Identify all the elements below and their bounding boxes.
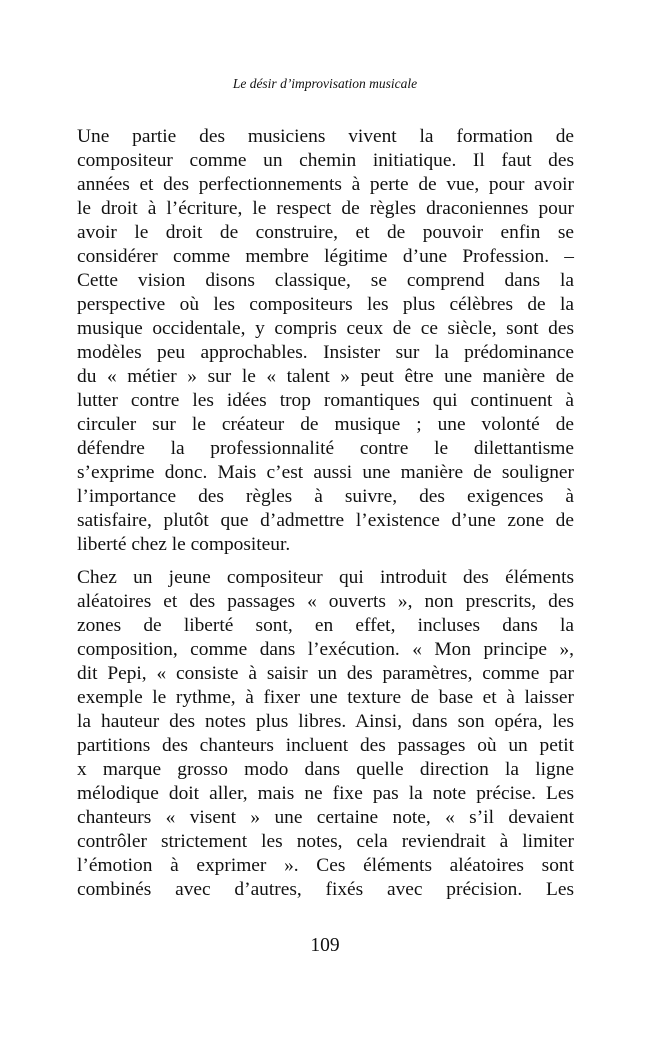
- text-line: perspective où les compositeurs les plus célèbres de la: [77, 294, 574, 315]
- text-line: considérer comme membre légitime d’une Profession. –: [77, 246, 574, 267]
- text-line: modèles peu approchables. Insister sur la prédominance: [77, 342, 574, 363]
- text-line: s’exprime donc. Mais c’est aussi une manière de souligner: [77, 462, 574, 483]
- text-line: défendre la professionnalité contre le dilettantisme: [77, 438, 574, 459]
- text-line: Chez un jeune compositeur qui introduit des éléments: [77, 567, 574, 588]
- body-text: [77, 125, 574, 911]
- text-line: combinés avec d’autres, fixés avec précision. Les: [77, 879, 574, 900]
- paragraph: [77, 566, 574, 902]
- text-line: aléatoires et des passages « ouverts », non prescrits, des: [77, 591, 574, 612]
- text-line: années et des perfectionnements à perte de vue, pour avoir: [77, 174, 574, 195]
- text-line: le droit à l’écriture, le respect de règles draconiennes pour: [77, 198, 574, 219]
- text-line: Cette vision disons classique, se comprend dans la: [77, 270, 574, 291]
- text-line: zones de liberté sont, en effet, incluses dans la: [77, 615, 574, 636]
- text-line: x marque grosso modo dans quelle direction la ligne: [77, 759, 574, 780]
- text-line: liberté chez le compositeur.: [77, 534, 291, 555]
- text-line: avoir le droit de construire, et de pouvoir enfin se: [77, 222, 574, 243]
- text-line: partitions des chanteurs incluent des passages où un petit: [77, 735, 574, 756]
- text-line: l’émotion à exprimer ». Ces éléments aléatoires sont: [77, 855, 574, 876]
- text-line: contrôler strictement les notes, cela reviendrait à limiter: [77, 831, 574, 852]
- text-line: musique occidentale, y compris ceux de ce siècle, sont des: [77, 318, 574, 339]
- text-line: compositeur comme un chemin initiatique. Il faut des: [77, 150, 574, 171]
- text-line: chanteurs « visent » une certaine note, « s’il devaient: [77, 807, 574, 828]
- text-line: exemple le rythme, à fixer une texture de base et à laisser: [77, 687, 574, 708]
- text-line: mélodique doit aller, mais ne fixe pas la note précise. Les: [77, 783, 574, 804]
- text-line: Une partie des musiciens vivent la formation de: [77, 126, 574, 147]
- page-number: 109: [310, 935, 340, 956]
- text-line: l’importance des règles à suivre, des exigences à: [77, 486, 574, 507]
- running-head: Le désir d’improvisation musicale: [232, 76, 418, 91]
- text-line: lutter contre les idées trop romantiques qui continuent à: [77, 390, 574, 411]
- text-line: composition, comme dans l’exécution. « Mon principe »,: [77, 639, 574, 660]
- text-line: la hauteur des notes plus libres. Ainsi, dans son opéra, les: [77, 711, 574, 732]
- text-line: dit Pepi, « consiste à saisir un des paramètres, comme par: [77, 663, 574, 684]
- text-line: du « métier » sur le « talent » peut être une manière de: [77, 366, 574, 387]
- paragraph: [77, 125, 574, 557]
- text-line: circuler sur le créateur de musique ; une volonté de: [77, 414, 574, 435]
- text-line: satisfaire, plutôt que d’admettre l’existence d’une zone de: [77, 510, 574, 531]
